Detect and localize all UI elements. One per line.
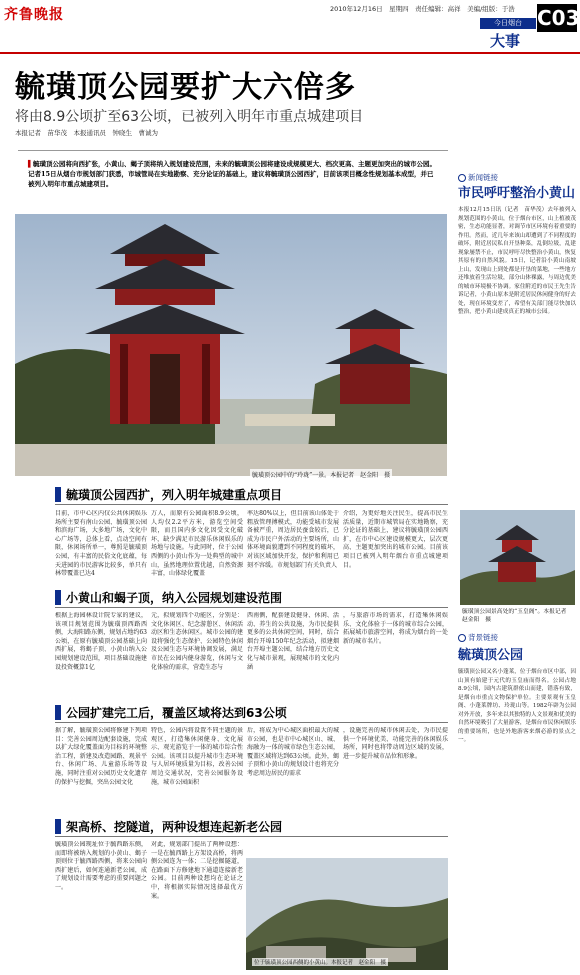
section-2-column-4: ，与旅游市场的需求，打造集休闲娱乐、文化体验于一体的城市综合公园，拓展城市旅游空间，将成为烟台的一处新的城市名片。 [343,612,448,645]
background-link-tag [458,632,576,644]
issue-date-line: 2010年12月16日 星期四 责任编辑：高祥 美编/组版：于浩 [330,5,515,13]
newspaper-logo: 齐鲁晚报 [4,7,64,23]
bottom-photo-xiaohuangshan [246,858,448,970]
section-title: 毓璜顶公园西扩，列入明年城建重点项目 [66,488,283,502]
news-link-tag [458,172,576,184]
byline: 本报记者 苗华茂 本报通讯员 钟晓生 曹诚为 [15,129,158,137]
section-1-column-1: 目前，市中心区内仅公共休闲娱乐场所主要有南山公园、毓璜顶公园和滨海广场，大多地广场，文化中心广场等，总体上看，点动空间有限，休闲场所单一，尊照是毓璜顶公园，有丰富的民俗文化底蕴，每天进园的市民游客比较多，单只有林带覆盖已达4 [55,510,147,578]
section-header-1 [55,485,448,505]
page-number: C03 [537,6,580,30]
masthead [0,0,580,54]
circle-bullet-icon [458,174,466,182]
main-photo-pavilion [15,214,447,476]
section-2-column-1: 根据上海园林设计院专家的建议，该项目规划范围为毓璜顶西路西侧，大海阳路东侧，规划占地约63公顷，在原有毓璜顶公园基础上向西扩展，将蝎子顶、小黄山纳入公园规划建设范围，项目基础设施建设投资概算1亿 [55,612,147,671]
section-marker-icon [55,705,61,720]
section-header-3 [55,703,448,723]
sidebar-news-text: 本报12月15日讯（记者 苗华茂）去年被列入规划范围的小黄山，位于烟台市区，山上植被茂密，生态功能显著，对调节市区环境有着重要的作用。然而，近几年来该山却遭到了不同程度的破坏，附近居民私自开垦种菜，乱倒垃圾，乱建现象屡禁不止，市民呼吁尽快整治小黄山，恢复其原有的自然风貌。15日，记者沿小黄山南坡上山，发现山上到处都是开垦的菜地，一些地方还堆放着生活垃圾，部分山体裸露，与周边优美的城市环境极不协调。家住附近的市民王先生告诉记者，小黄山原本是附近居民休闲健身的好去处，现在环境变差了，希望有关部门能尽快加以整治，把小黄山建成真正的城市公园。 [458,207,576,315]
lead-marker-icon: ▌ [28,160,33,168]
section-label: 今日烟台 [480,18,536,29]
side-photo-caption: 毓璜顶公园景高处的“玉皇阁”。本报记者 赵金阳 摄 [462,609,573,623]
section-4-column-1: 毓璜顶公园现址位于毓西路东侧，而即将被纳入规划的小黄山、蝎子顶则位于毓西路西侧，将来公园向西扩建后，如何连通新老公园，成了规划设计需要考虑的重要问题之一。 [55,841,147,891]
section-marker-icon [55,487,61,502]
circle-bullet-icon [458,634,466,642]
bottom-photo-caption: 位于毓璜顶公园西侧的小黄山。本报记者 赵金阳 摄 [254,960,387,966]
section-3-column-3: 后，将成为中心城区面积最大的城市公园，也是市中心城区山、城、海融为一体的城市绿色生态公园，覆盖区域将达到63公顷。此外，蝎子顶和小黄山的规划设计也将充分考虑周边居民的需求 [247,727,339,777]
section-2-column-2: 元，拟规划四个功能区，分别是：文化休闲区、纪念游憩区、休闲活动区和生态休闲区。城市公园的建设将强化生态保护、公园特色休闲及公园生态与环境协调发展，满足市民在公园内健身游览，休闲与文化体验的需求，营造生态与 [151,612,243,671]
section-header-4 [55,817,448,837]
news-link-tag-label: 新闻链接 [468,173,498,182]
background-link-tag-label: 背景链接 [468,633,498,642]
yuhuang-pavilion-illustration [460,510,575,605]
section-marker-icon [55,819,61,834]
section-4-column-2: 对此，规划部门提出了两种设想：一是在毓西路上方架设高桥，将两侧公园连为一体；二是挖掘隧道，在路面下方修建地下通道连接新老公园。目前两种设想均在论证之中，将根据实际情况选择最优方案。 [151,841,243,900]
sidebar-background-text: 毓璜顶公园又名小蓬莱，位于烟台市区中部，因山顶有始建于元代的玉皇庙而得名。公园占地8.9公顷，园内古建筑群依山而建，错落有致，是烟台市重点文物保护单位。主要景观有玉皇阁、小蓬莱牌坊、玲珑山等。1982年辟为公园对外开放，多年来以其独特的人文景观和优美的自然环境吸引了大量游客，是烟台市民休闲娱乐的重要场所，也是外地游客来烟必游的景点之一。 [458,669,576,743]
sidebar-news-title: 市民呼吁整治小黄山 [458,186,576,201]
sidebar-background-title: 毓璜顶公园 [458,648,524,663]
background-link [458,632,576,968]
headline: 毓璜顶公园要扩大六倍多 [15,70,356,105]
lead-text: 毓璜顶公园将向西扩张，小黄山、蝎子顶将纳入规划建设范围，未来的毓璜顶公园将建设成规模更大、档次更高、主题更加突出的城市公园。记者15日从烟台市规划部门获悉，市城管局在实地勘察、充分论证的基础上，建议将毓璜顶公园西扩，目前该项目概念性规划基本成型，并已被列入明年市重点城建项目。 [28,160,436,188]
section-title: 公园扩建完工后，覆盖区域将达到63公顷 [66,706,287,720]
hill-illustration [246,858,448,970]
section-header-2 [55,588,448,608]
main-photo-caption: 毓璜顶公园中的“玲珑”一景。本报记者 赵金阳 摄 [250,469,392,480]
side-photo-yuhuang-pavilion [460,510,575,605]
section-3-column-2: 特色，公园内将设置不同主题的景观区，打造集休闲健身、文化展示、观光游览于一体的城市综合性公园。该项目以提升城市生态环境与人居环境质量为目标，改善公园周边交通状况，完善公园服务设施，城市公园面积 [151,727,243,786]
section-1-column-2: 万人，而原有公园面积8.9公顷，人均仅2.2平方米，游览空间受限，而且国内多文化因受文化破坏，缺少满足市民游乐休闲娱乐的场地与设施。与此同时，位于公园西侧的小黄山作为一处典型的城中山，虽然地理位置优越，自然资源丰富，山体绿化覆盖 [151,510,243,578]
pavilion-illustration [15,214,447,476]
section-3-column-4: ，设施完善的城市休闲去处，为市民提供一个环境优美、功能完善的休闲娱乐场所，同时也将带动周边区域的发展，进一步提升城市品位和形象。 [343,727,448,760]
section-marker-icon [55,590,61,605]
section-2-column-3: 西南侧，配套建设健身、休闲、活动、养生的公共设施，为市民提供更多的公共休闲空间，同时，结合烟台开埠150年纪念活动，拟建烟台开埠主题公园，结合地方历史文化与城市景观，展现城市的文化内涵 [247,612,339,671]
section-title: 小黄山和蝎子顶，纳入公园规划建设范围 [66,591,283,605]
section-1-column-3: 率达80%以上，但目前该山体处于粗放管理搏模式，功能受城市发展备被严重，周边居民蚕食较后，已成为市民户外活动的主要场所，山体环境面貌遭到不同程度的破坏，对该区域加快开发，保护和利用已刻不容缓。市规划部门有关负责人 [247,510,339,569]
subheadline: 将由8.9公顷扩至63公顷，已被列入明年市重点城建项目 [15,109,364,125]
section-1-column-4: 介绍，为更好地关注民生，提高市民生活质量，近期市城管局在实地勘察，充分论证的基础上，建议将毓璜顶公园西扩，在市中心区建设规模更大，层次更高、主题更加突出的城市公园。目前该项目已被列入明年烟台市重点城建项目。 [343,510,448,569]
section-3-column-1: 据了解，毓璜顶公园将修建下列项目：完善公园周边配套设施，完成以扩大绿化覆盖面为目标的环境整治工程，新建及改造园路、观景平台、休闲广场、儿童游乐场等设施，同时注重对公园历史文化遗存的保护与挖掘，突出公园文化 [55,727,147,786]
lead-paragraph [18,150,448,208]
section-name: 大事 [490,32,521,50]
section-title: 架高桥、挖隧道，两种设想连起新老公园 [66,820,283,834]
